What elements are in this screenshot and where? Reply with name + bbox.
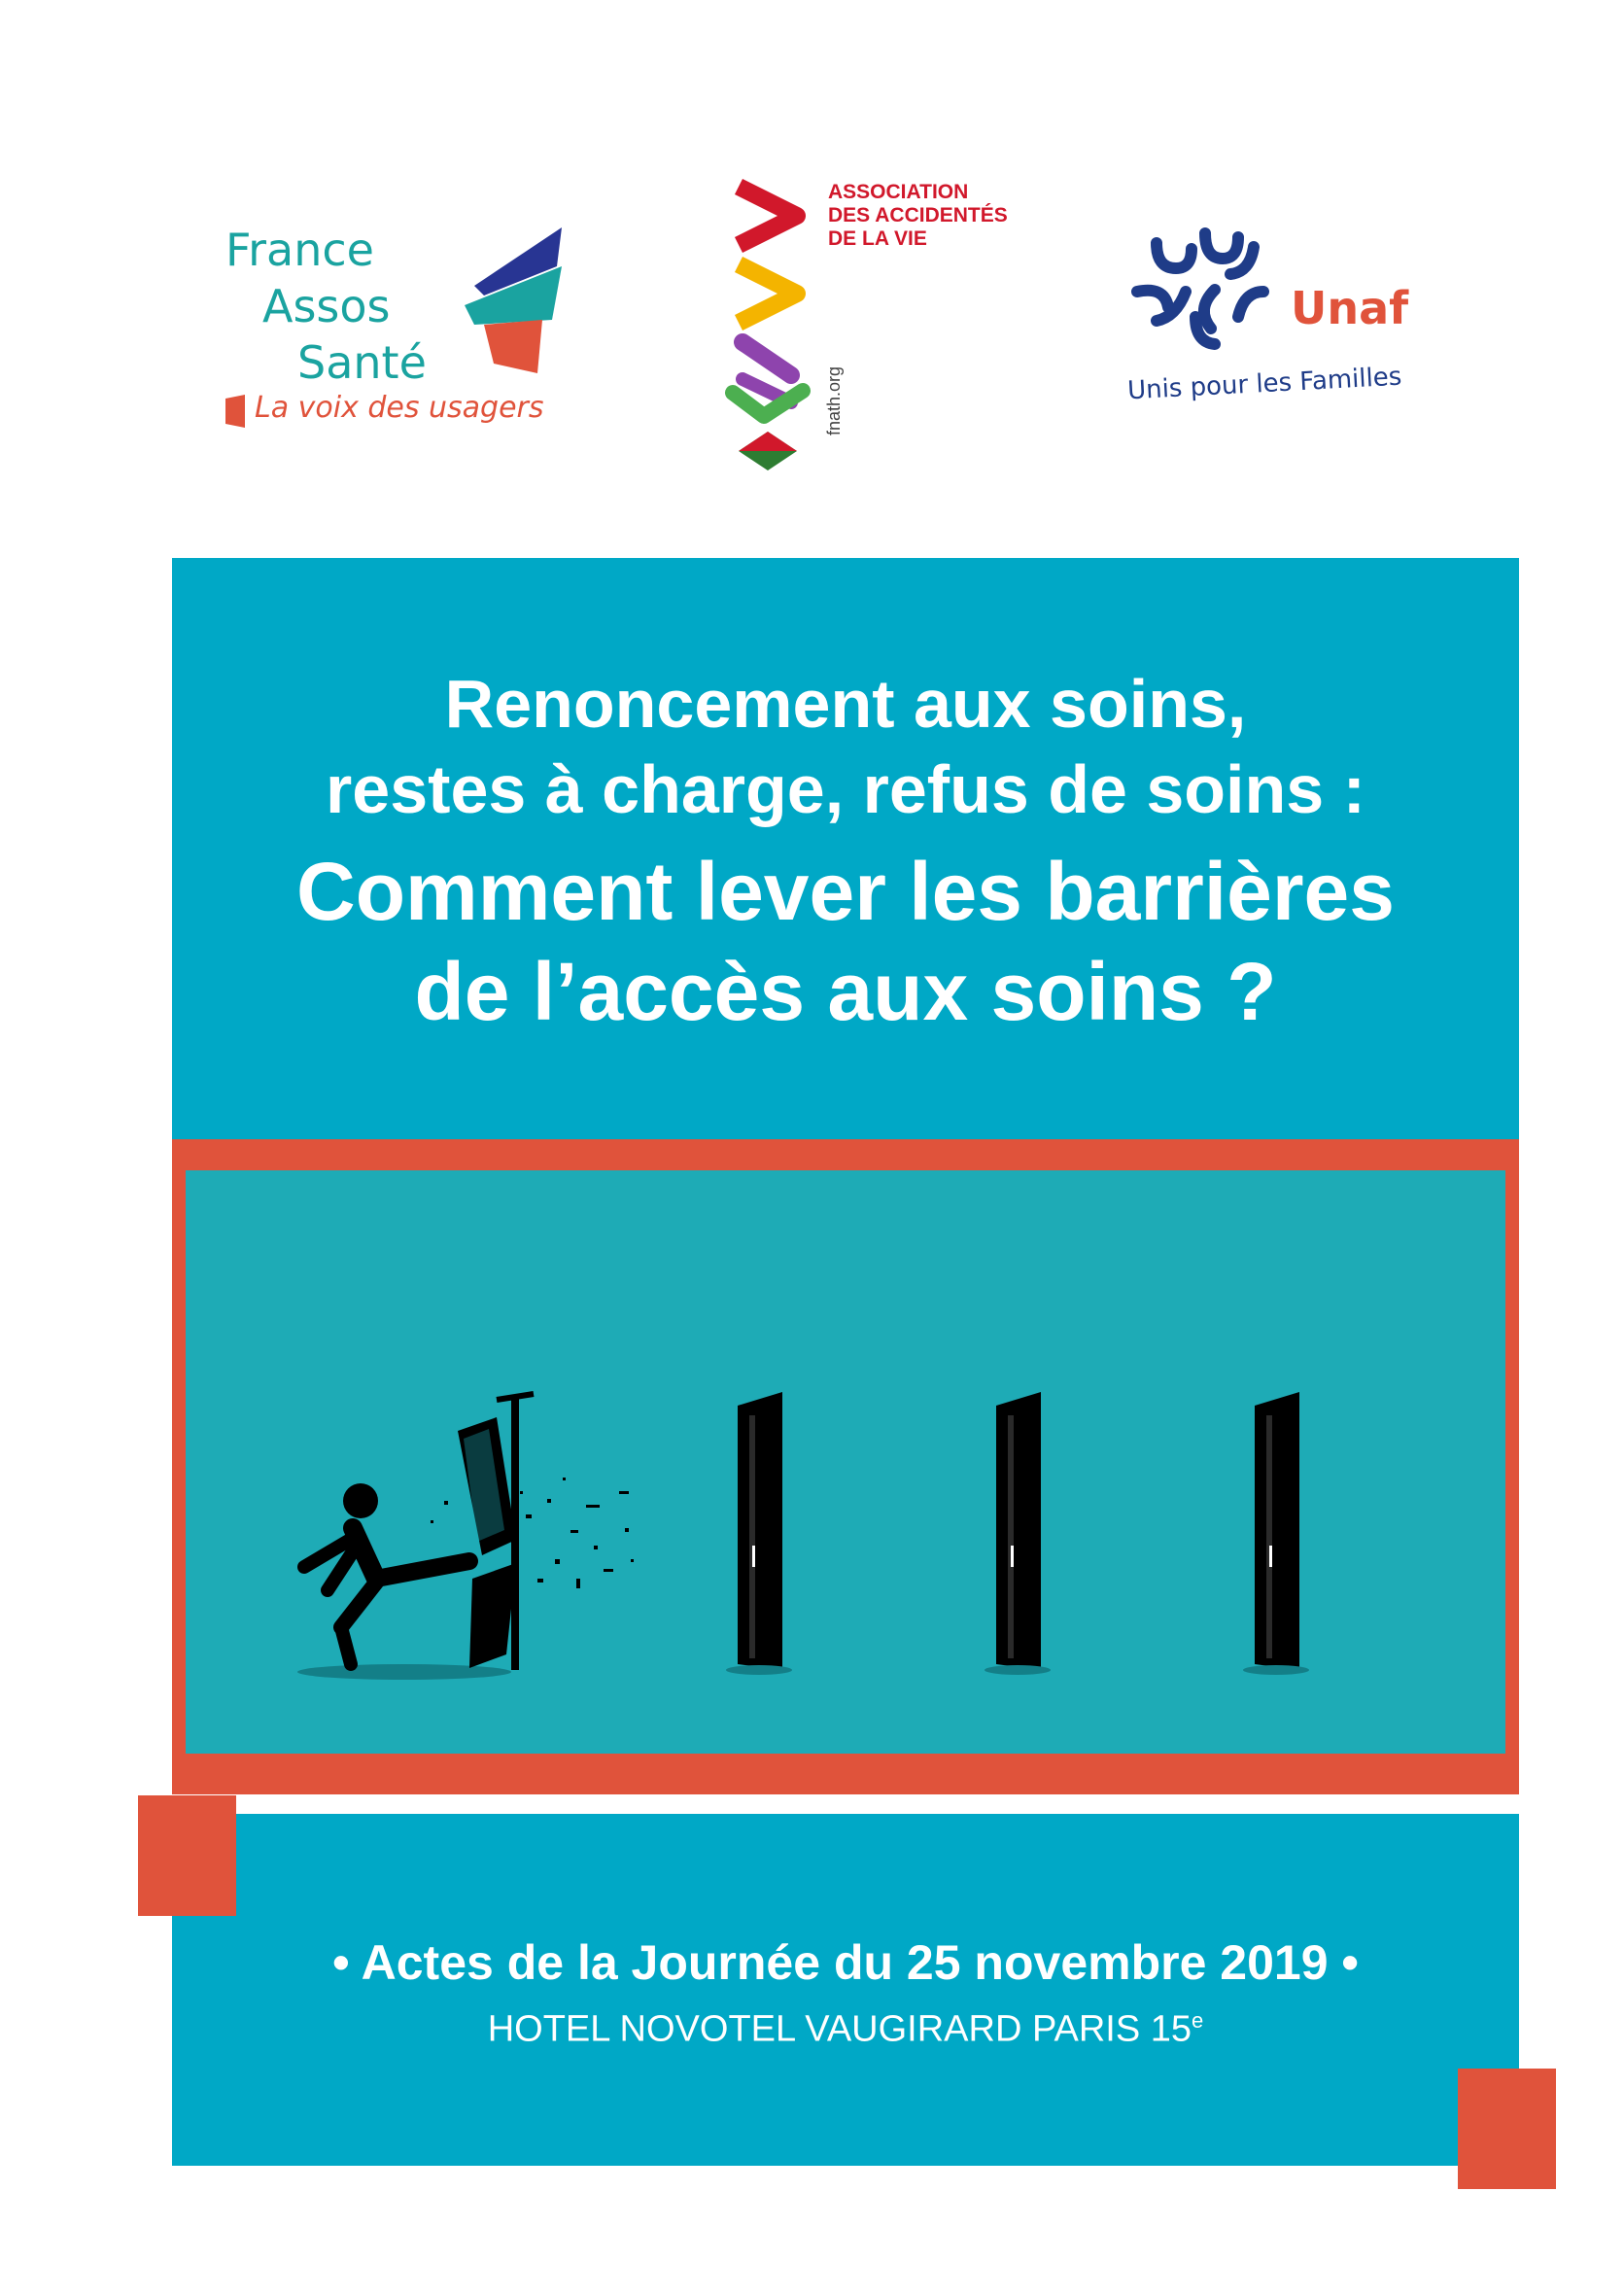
event-panel xyxy=(172,1814,1519,2166)
unaf-name: Unaf xyxy=(1291,282,1409,334)
logo-word: Santé xyxy=(297,336,427,389)
door-icon xyxy=(985,1392,1051,1675)
fnath-line: DES ACCIDENTÉS xyxy=(828,204,1008,226)
door-icon xyxy=(1243,1392,1309,1675)
venue-suffix: e xyxy=(1192,2008,1204,2033)
fnath-name xyxy=(828,181,1008,251)
venue-text: HOTEL NOVOTEL VAUGIRARD PARIS 15 xyxy=(487,2008,1192,2050)
unaf-tagline: Unis pour les Familles xyxy=(1126,362,1403,406)
illustration-panel xyxy=(186,1170,1505,1754)
illustration-frame xyxy=(172,1139,1519,1794)
flag-icon xyxy=(225,395,247,428)
fnath-line: ASSOCIATION xyxy=(828,181,969,203)
ribbon-icon xyxy=(455,227,571,383)
title-panel xyxy=(172,558,1519,1139)
person-kicking-door-icon xyxy=(297,1394,634,1680)
illustration xyxy=(186,1170,1505,1754)
fnath-line: DE LA VIE xyxy=(828,227,927,250)
fnath-logo xyxy=(719,173,1050,484)
door-icon xyxy=(726,1392,792,1675)
logo-word: France xyxy=(225,224,374,276)
fnath-mark-icon xyxy=(719,173,816,474)
logo-word: Assos xyxy=(262,280,391,332)
unaf-logo xyxy=(1127,224,1458,437)
decorative-square xyxy=(1458,2069,1556,2189)
event-title: • Actes de la Journée du 25 novembre 2019 • xyxy=(332,1935,1359,1990)
logo-tagline: La voix des usagers xyxy=(255,391,544,425)
fnath-url: fnath.org xyxy=(824,365,844,435)
france-assos-sante-logo xyxy=(222,224,571,437)
title-line-4: de l’accès aux soins ? xyxy=(414,946,1277,1037)
event-venue xyxy=(172,2008,1519,2051)
decorative-square xyxy=(138,1795,236,1916)
unaf-mark-icon xyxy=(1127,224,1283,360)
title-line-1: Renoncement aux soins, xyxy=(444,666,1247,742)
title-line-3: Comment lever les barrières xyxy=(296,846,1395,937)
title-line-2: restes à charge, refus de soins : xyxy=(326,751,1365,827)
